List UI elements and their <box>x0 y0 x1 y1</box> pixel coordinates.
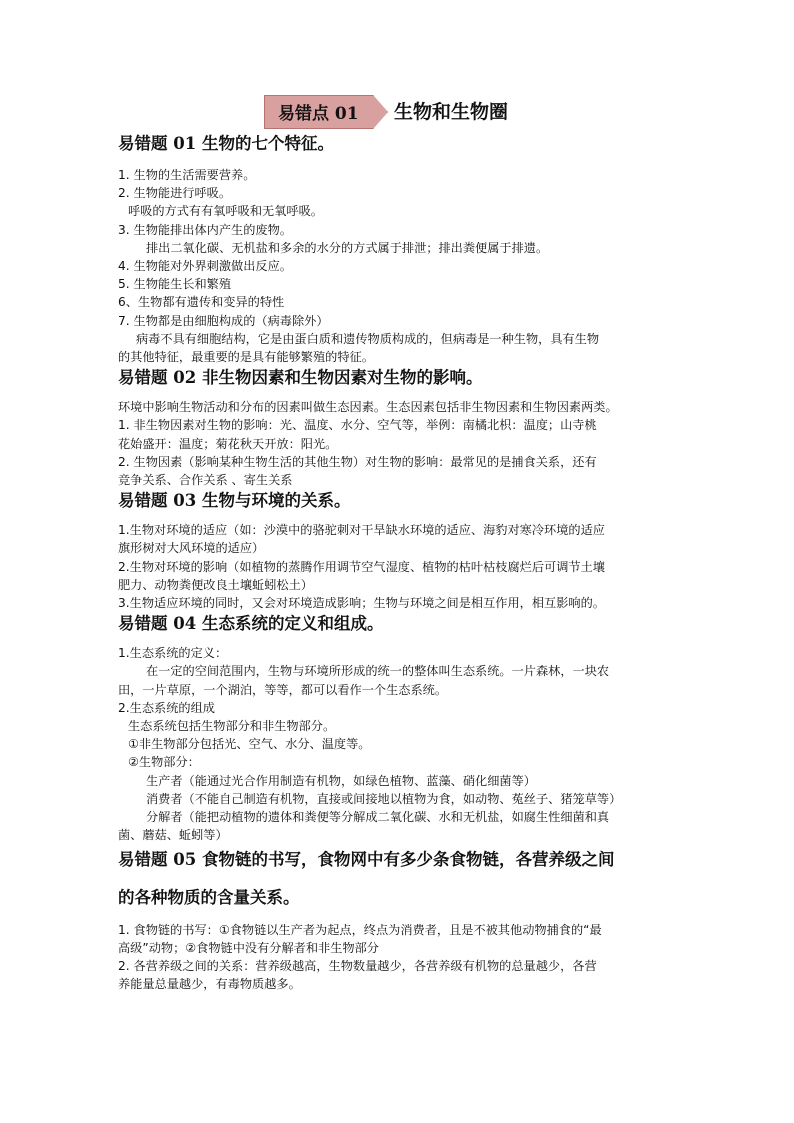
s5-line: 2. 各营养级之间的关系：营养级越高，生物数量越少，各营养级有机物的总量越少，各营 <box>118 958 597 973</box>
s4-line: ②生物部分： <box>128 755 200 770</box>
s1-line: 2. 生物能进行呼吸。 <box>118 186 232 201</box>
s4-line: 2.生态系统的组成 <box>118 700 215 715</box>
s5-line: 1. 食物链的书写：①食物链以生产者为起点，终点为消费者，且是不被其他动物捕食的“最 <box>118 922 602 937</box>
section-heading-3: 易错题 03 生物与环境的关系。 <box>118 491 351 511</box>
s2-line: 1. 非生物因素对生物的影响：光、温度、水分、空气等，举例：南橘北枳：温度；山寺桃 <box>118 418 597 433</box>
s1-line: 5. 生物能生长和繁殖 <box>118 277 232 292</box>
s2-line: 环境中影响生物活动和分布的因素叫做生态因素。生态因素包括非生物因素和生物因素两类。 <box>118 400 618 415</box>
section-heading-5 <box>118 841 678 917</box>
section-heading-1: 易错题 01 生物的七个特征。 <box>118 134 334 153</box>
s4-line: ①非生物部分包括光、空气、水分、温度等。 <box>128 737 371 752</box>
s3-line: 1.生物对环境的适应（如：沙漠中的骆驼刺对干旱缺水环境的适应、海豹对寒冷环境的适应 <box>118 523 605 538</box>
s4-line: 1.生态系统的定义： <box>118 646 228 661</box>
s2-line: 2. 生物因素（影响某种生物生活的其他生物）对生物的影响：最常见的是捕食关系，还有 <box>118 454 597 469</box>
s5-line: 养能量总量越少，有毒物质越多。 <box>118 977 301 992</box>
s4-line: 生态系统包括生物部分和非生物部分。 <box>128 719 336 734</box>
s3-line: 3.生物适应环境的同时，又会对环境造成影响；生物与环境之间是相互作用，相互影响的。 <box>118 596 605 611</box>
s4-line: 在一定的空间范围内，生物与环境所形成的统一的整体叫生态系统。一片森林，一块农 <box>146 664 610 679</box>
s1-line: 7. 生物都是由细胞构成的（病毒除外） <box>118 313 329 328</box>
s4-line: 菌、蘑菇、蚯蚓等） <box>118 828 228 843</box>
s4-line: 分解者（能把动植物的遗体和粪便等分解成二氧化碳、水和无机盐，如腐生性细菌和真 <box>146 810 610 825</box>
s4-line: 田，一片草原，一个湖泊，等等，都可以看作一个生态系统。 <box>118 682 448 697</box>
s2-line: 花始盛开：温度；菊花秋天开放：阳光。 <box>118 436 338 451</box>
section-heading-5-line2: 的各种物质的含量关系。 <box>118 887 300 907</box>
banner-label: 易错点 01 <box>278 104 359 124</box>
section-heading-2: 易错题 02 非生物因素和生物因素对生物的影响。 <box>118 368 483 388</box>
title-banner <box>118 92 678 130</box>
s3-line: 旗形树对大风环境的适应） <box>118 541 265 556</box>
s1-line: 病毒不具有细胞结构，它是由蛋白质和遗传物质构成的，但病毒是一种生物，具有生物 <box>136 331 600 346</box>
s2-line: 竞争关系、合作关系 、寄生关系 <box>118 473 293 488</box>
s1-line: 3. 生物能排出体内产生的废物。 <box>118 222 292 237</box>
section-heading-4: 易错题 04 生态系统的定义和组成。 <box>118 614 384 634</box>
s5-line: 高级”动物；②食物链中没有分解者和非生物部分 <box>118 940 379 955</box>
s1-line: 1. 生物的生活需要营养。 <box>118 168 256 182</box>
page-title: 生物和生物圈 <box>394 101 509 123</box>
document-page <box>118 92 678 993</box>
s3-line: 肥力、动物粪便改良土壤蚯蚓松土） <box>118 577 313 592</box>
section-heading-5-line1: 易错题 05 食物链的书写，食物网中有多少条食物链，各营养级之间 <box>118 849 615 869</box>
s1-line: 排出二氧化碳、无机盐和多余的水分的方式属于排泄；排出粪便属于排遗。 <box>146 240 549 255</box>
s4-line: 消费者（不能自己制造有机物，直接或间接地以植物为食，如动物、菟丝子、猪笼草等） <box>146 791 622 806</box>
s4-line: 生产者（能通过光合作用制造有机物，如绿色植物、蓝藻、硝化细菌等） <box>146 773 536 788</box>
s1-line: 呼吸的方式有有氧呼吸和无氧呼吸。 <box>128 204 323 219</box>
s1-line: 4. 生物能对外界刺激做出反应。 <box>118 259 292 274</box>
s1-line: 6、生物都有遗传和变异的特性 <box>118 295 285 310</box>
s1-line: 的其他特征，最重要的是具有能够繁殖的特征。 <box>118 350 374 365</box>
s3-line: 2.生物对环境的影响（如植物的蒸腾作用调节空气湿度、植物的枯叶枯枝腐烂后可调节土壤 <box>118 559 605 574</box>
